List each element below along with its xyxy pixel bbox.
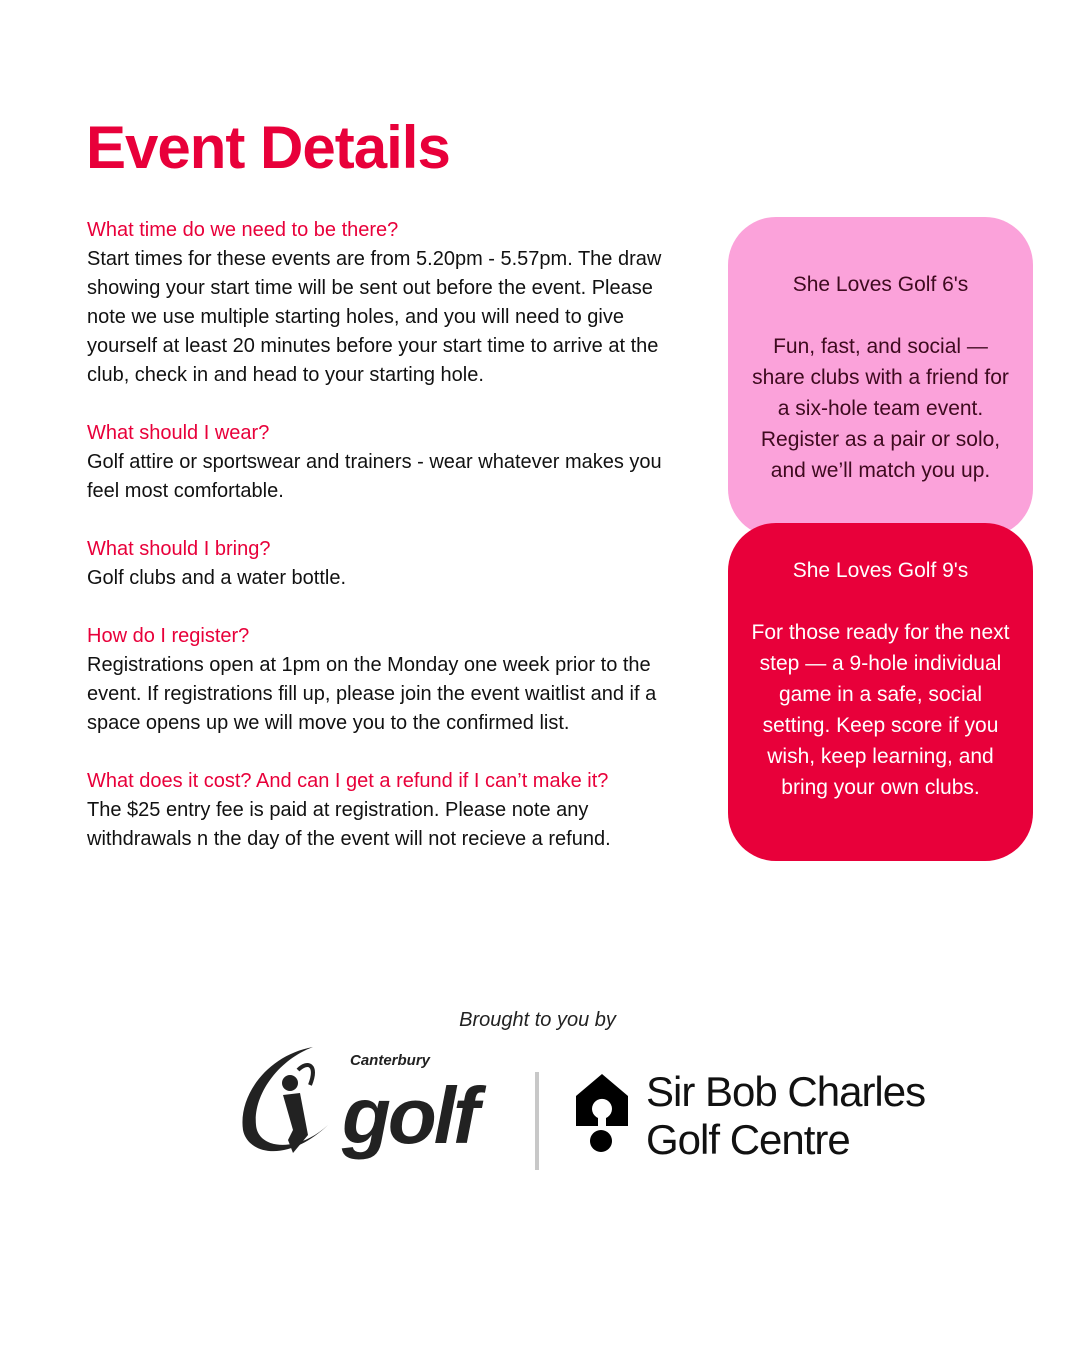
faq-wear bbox=[87, 419, 687, 506]
canterbury-golf-logo-text: golf bbox=[342, 1071, 477, 1160]
faq-question: What should I wear? bbox=[87, 422, 270, 444]
faq-answer: Golf clubs and a water bottle. bbox=[87, 567, 347, 589]
page-title: Event Details bbox=[86, 114, 450, 181]
logo-line-2: Golf Centre bbox=[646, 1116, 850, 1163]
faq-register bbox=[87, 622, 687, 738]
faq-question: What does it cost? And can I get a refund if I can’t make it? bbox=[87, 770, 609, 792]
faq-question: How do I register? bbox=[87, 625, 250, 647]
faq-answer: The $25 entry fee is paid at registration. Please note any withdrawals n the day of the event will not recieve a refund. bbox=[87, 799, 611, 850]
card-title: She Loves Golf 9's bbox=[792, 559, 969, 582]
faq-answer: Golf attire or sportswear and trainers - wear whatever makes you feel most comfortable. bbox=[87, 451, 662, 502]
house-keyhole-icon bbox=[576, 1074, 628, 1154]
faq-bring bbox=[87, 535, 687, 593]
faq-question: What time do we need to be there? bbox=[87, 219, 399, 241]
faq-cost bbox=[87, 767, 687, 854]
logo-line-1: Sir Bob Charles bbox=[646, 1068, 926, 1115]
card-body: For those ready for the next step — a 9-hole individual game in a safe, social setting. Keep score if you wish, keep learning, and bring your own clubs. bbox=[751, 621, 1010, 799]
sponsor-logos bbox=[238, 1040, 938, 1180]
card-9s bbox=[728, 523, 1033, 861]
card-6s bbox=[728, 217, 1033, 537]
faq-answer: Start times for these events are from 5.20pm - 5.57pm. The draw showing your start time will be sent out before the event. Please note we use multiple starting holes, and you will need to give yourself at least 20 minutes before your start time to arrive at the club, check in and head to your starting hole. bbox=[87, 248, 662, 386]
card-body: Fun, fast, and social — share clubs with a friend for a six-hole team event. Register as a pair or solo, and we’ll match you up. bbox=[752, 335, 1009, 482]
faq-answer: Registrations open at 1pm on the Monday one week prior to the event. If registrations fill up, please join the event waitlist and if a space opens up we will move you to the confirmed list. bbox=[87, 654, 657, 734]
card-title: She Loves Golf 6's bbox=[792, 273, 969, 296]
faq-question: What should I bring? bbox=[87, 538, 271, 560]
golfer-swoosh-icon bbox=[238, 1045, 348, 1165]
sir-bob-charles-logo-text bbox=[646, 1068, 925, 1164]
faq-list bbox=[87, 216, 687, 883]
canterbury-logo-text: Canterbury bbox=[350, 1052, 431, 1069]
faq-start-time bbox=[87, 216, 687, 390]
logo-divider bbox=[535, 1072, 539, 1170]
brought-to-you-by: Brought to you by bbox=[459, 1009, 616, 1031]
